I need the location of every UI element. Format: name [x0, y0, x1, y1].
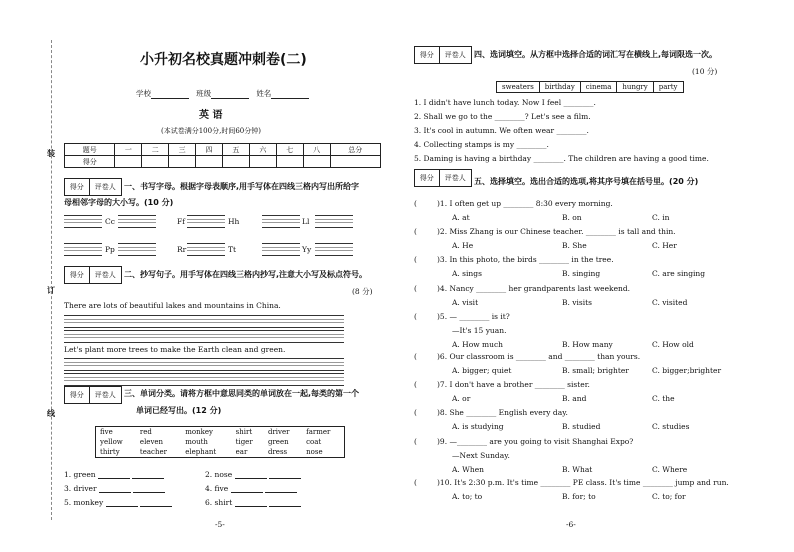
q2-sentence-2: Let's plant more trees to make the Earth clean and green. [64, 345, 286, 354]
option-a[interactable]: A. to; to [452, 492, 483, 501]
q5-stem: )8. She ________ English every day. [437, 408, 568, 417]
word: tiger [235, 438, 253, 446]
class-field[interactable] [211, 98, 249, 99]
option-a[interactable]: A. How much [452, 340, 504, 349]
answer-blank[interactable] [132, 478, 164, 479]
option-c[interactable]: C. visited [652, 298, 688, 307]
option-c[interactable]: C. bigger;brighter [652, 366, 722, 375]
option-c[interactable]: C. to; for [652, 492, 686, 501]
option-c[interactable]: C. Where [652, 465, 688, 474]
option-c[interactable]: C. How old [652, 340, 694, 349]
answer-blank[interactable] [99, 492, 131, 493]
answer-blank[interactable] [231, 492, 263, 493]
answer-paren[interactable]: ( [414, 478, 417, 487]
word-row [96, 447, 345, 458]
subject-title: 英 语 [199, 110, 223, 121]
option-b[interactable]: B. singing [562, 269, 601, 278]
score-label: 得分 [415, 47, 440, 63]
answer-paren[interactable]: ( [414, 284, 417, 293]
grade-cell[interactable] [330, 156, 380, 168]
word: red [139, 428, 152, 436]
q4-item: 4. Collecting stamps is my ________. [414, 140, 549, 149]
word: green [267, 438, 289, 446]
page-title: 小升初名校真题冲刺卷(二) [140, 52, 307, 68]
grade-cell[interactable] [169, 156, 196, 168]
answer-paren[interactable]: ( [414, 312, 417, 321]
letter-prompt: Pp [105, 245, 115, 254]
grade-header: 一 [115, 144, 142, 156]
writing-line[interactable] [64, 215, 102, 228]
grade-header: 二 [142, 144, 169, 156]
category-answer [205, 484, 297, 493]
option-a[interactable]: A. When [452, 465, 484, 474]
binding-mark-2: 订 [47, 286, 55, 295]
word: dress [267, 448, 288, 456]
category-label: 1. green [64, 470, 96, 479]
option-b[interactable]: B. visits [562, 298, 593, 307]
word: monkey [185, 428, 213, 436]
option-c[interactable]: C. Her [652, 241, 677, 250]
grade-header: 三 [169, 144, 196, 156]
writing-line[interactable] [262, 215, 300, 228]
q5-stem: )5. — ________ is it? [437, 312, 510, 321]
score-box-q5 [414, 169, 472, 187]
word-row [96, 427, 345, 438]
option-b[interactable]: B. How many [562, 340, 613, 349]
school-field[interactable] [151, 98, 189, 99]
grade-table [64, 143, 381, 168]
grade-header: 总分 [330, 144, 380, 156]
grade-header: 四 [196, 144, 223, 156]
option-a[interactable]: A. or [452, 394, 471, 403]
q5-stem-extra: —It's 15 yuan. [452, 326, 507, 335]
answer-blank[interactable] [106, 506, 138, 507]
answer-paren[interactable]: ( [414, 380, 417, 389]
score-box-q4 [414, 46, 472, 64]
letter-prompt: Rr [177, 245, 187, 254]
word: mouth [185, 438, 208, 446]
option-c[interactable]: C. studies [652, 422, 690, 431]
q4-item: 1. I didn't have lunch today. Now I feel ________. [414, 98, 596, 107]
class-label: 班级 [196, 89, 212, 98]
q4-item: 3. It's cool in autumn. We often wear ________. [414, 126, 589, 135]
grade-header-row [65, 144, 381, 156]
bank-word: sweaters [497, 82, 540, 92]
info-line [136, 88, 309, 99]
writing-line[interactable] [187, 215, 225, 228]
option-b[interactable]: B. She [562, 241, 587, 250]
binding-line [51, 40, 52, 520]
q5-stem: )7. I don't have a brother ________ sister. [437, 380, 590, 389]
writing-line[interactable] [64, 243, 102, 256]
grade-cell[interactable] [115, 156, 142, 168]
category-label: 6. shirt [205, 498, 233, 507]
answer-paren[interactable]: ( [414, 437, 417, 446]
option-b[interactable]: B. on [562, 213, 582, 222]
score-box-q3 [64, 386, 122, 404]
grade-cell[interactable] [222, 156, 249, 168]
q5-stem: )2. Miss Zhang is our Chinese teacher. ________ is tall and thin. [437, 227, 676, 236]
word-bank [496, 81, 684, 93]
bank-word: hungry [617, 82, 653, 92]
letter-prompt: Cc [105, 217, 115, 226]
grade-header: 六 [249, 144, 276, 156]
q5-stem: )4. Nancy ________ her grandparents last weekend. [437, 284, 631, 293]
word: eleven [139, 438, 164, 446]
q4-points: (10 分) [692, 67, 718, 76]
writing-line[interactable] [262, 243, 300, 256]
option-a[interactable]: A. sings [452, 269, 482, 278]
q5-stem: )10. It's 2:30 p.m. It's time ________ PE class. It's time ________ jump and run. [437, 478, 729, 487]
grader-label: 评卷人 [94, 183, 116, 191]
grader-label: 评卷人 [94, 391, 116, 399]
bank-word: cinema [581, 82, 618, 92]
word-row [96, 437, 345, 447]
grade-cell[interactable] [142, 156, 169, 168]
word: coat [306, 438, 322, 446]
letter-prompt: Yy [302, 245, 312, 254]
word: yellow [100, 438, 123, 446]
grade-score-row [65, 156, 381, 168]
word: thirty [100, 448, 120, 456]
q4-title: 四、选词填空。从方框中选择合适的词汇写在横线上,每词限选一次。 [474, 50, 718, 59]
page-number-right: -6- [566, 520, 576, 529]
answer-paren[interactable]: ( [414, 352, 417, 361]
option-b[interactable]: B. for; to [562, 492, 596, 501]
binding-mark-1: 装 [47, 149, 55, 158]
option-a[interactable]: A. visit [452, 298, 479, 307]
bank-word: party [658, 83, 678, 91]
category-answer [205, 498, 301, 507]
answer-blank[interactable] [269, 478, 301, 479]
answer-paren[interactable]: ( [414, 227, 417, 236]
grade-cell[interactable] [249, 156, 276, 168]
answer-paren[interactable]: ( [414, 199, 417, 208]
option-b[interactable]: B. and [562, 394, 587, 403]
bank-word: birthday [540, 82, 581, 92]
word: nose [306, 448, 323, 456]
grade-row-label: 得分 [65, 156, 115, 168]
score-box-q2 [64, 266, 122, 284]
q5-stem: )1. I often get up ________ 8:30 every morning. [437, 199, 613, 208]
q3-title-cont: 单词已经写出。(12 分) [136, 406, 222, 415]
copy-line[interactable] [64, 330, 344, 343]
q5-stem: )3. In this photo, the birds ________ in the tree. [437, 255, 614, 264]
option-b[interactable]: B. small; brighter [562, 366, 629, 375]
answer-blank[interactable] [269, 506, 301, 507]
category-answer [64, 484, 165, 493]
score-label: 得分 [65, 179, 90, 195]
grade-header: 题号 [65, 144, 115, 156]
q5-title: 五、选择填空。选出合适的选项,将其序号填在括号里。(20 分) [474, 177, 699, 186]
letter-prompt: Ff [177, 217, 185, 226]
category-answer [64, 470, 164, 479]
q5-stem: )6. Our classroom is ________ and ________ than yours. [437, 352, 641, 361]
writing-line[interactable] [315, 243, 353, 256]
grader-label: 评卷人 [444, 174, 466, 182]
q2-sentence-1: There are lots of beautiful lakes and mountains in China. [64, 301, 281, 310]
q2-title: 二、抄写句子。用手写体在四线三格内抄写,注意大小写及标点符号。 [124, 270, 368, 279]
answer-blank[interactable] [265, 492, 297, 493]
copy-line[interactable] [64, 373, 344, 386]
letter-prompt: Hh [228, 217, 240, 226]
grade-cell[interactable] [196, 156, 223, 168]
q3-title: 三、单词分类。请将方框中意思同类的单词放在一起,每类的第一个 [124, 389, 360, 398]
option-a[interactable]: A. is studying [452, 422, 504, 431]
category-label: 5. monkey [64, 498, 104, 507]
score-label: 得分 [415, 170, 440, 186]
option-a[interactable]: A. He [452, 241, 474, 250]
word-box [95, 426, 345, 458]
writing-line[interactable] [118, 215, 156, 228]
exam-note: (本试卷满分100分,时间60分钟) [161, 127, 261, 135]
word: elephant [185, 448, 217, 456]
grade-cell[interactable] [276, 156, 303, 168]
writing-line[interactable] [315, 215, 353, 228]
page-number-left: -5- [215, 520, 225, 529]
option-a[interactable]: A. bigger; quiet [452, 366, 512, 375]
score-label: 得分 [65, 267, 90, 283]
answer-blank[interactable] [235, 478, 267, 479]
answer-blank[interactable] [133, 492, 165, 493]
option-c[interactable]: C. in [652, 213, 670, 222]
copy-line[interactable] [64, 315, 344, 328]
binding-mark-3: 线 [47, 409, 55, 418]
word: five [100, 428, 113, 436]
category-answer [205, 470, 301, 479]
q2-points: (8 分) [352, 287, 373, 296]
writing-line[interactable] [118, 243, 156, 256]
word: teacher [139, 448, 167, 456]
score-box-q1 [64, 178, 122, 196]
category-answer [64, 498, 172, 507]
option-c[interactable]: C. the [652, 394, 675, 403]
school-label: 学校 [136, 89, 151, 98]
word: driver [267, 428, 290, 436]
grade-header: 七 [276, 144, 303, 156]
word: ear [235, 448, 248, 456]
letter-prompt: Tt [228, 245, 237, 254]
answer-blank[interactable] [235, 506, 267, 507]
answer-paren[interactable]: ( [414, 408, 417, 417]
category-label: 4. five [205, 484, 229, 493]
grade-cell[interactable] [303, 156, 330, 168]
option-b[interactable]: B. studied [562, 422, 601, 431]
option-a[interactable]: A. at [452, 213, 470, 222]
option-b[interactable]: B. What [562, 465, 593, 474]
q4-item: 5. Daming is having a birthday ________. The children are having a good time. [414, 154, 709, 163]
option-c[interactable]: C. are singing [652, 269, 706, 278]
writing-line[interactable] [187, 243, 225, 256]
name-field[interactable] [271, 98, 309, 99]
q4-item: 2. Shall we go to the ________? Let's see a film. [414, 112, 591, 121]
q1-title-cont: 母相邻字母的大小写。(10 分) [64, 198, 174, 207]
score-label: 得分 [65, 387, 90, 403]
category-label: 3. driver [64, 484, 97, 493]
letter-prompt: Ll [302, 217, 310, 226]
q5-stem: )9. —________ are you going to visit Shanghai Expo? [437, 437, 634, 446]
grader-label: 评卷人 [444, 51, 466, 59]
answer-blank[interactable] [140, 506, 172, 507]
grade-header: 五 [222, 144, 249, 156]
copy-line[interactable] [64, 358, 344, 371]
category-label: 2. nose [205, 470, 233, 479]
answer-blank[interactable] [98, 478, 130, 479]
grader-label: 评卷人 [94, 271, 116, 279]
word: shirt [235, 428, 253, 436]
q1-title: 一、书写字母。根据字母表顺序,用手写体在四线三格内写出所给字 [124, 182, 360, 191]
q5-stem-extra: —Next Sunday. [452, 451, 510, 460]
grade-header: 八 [303, 144, 330, 156]
name-label: 姓名 [256, 89, 272, 98]
word: farmer [306, 428, 331, 436]
answer-paren[interactable]: ( [414, 255, 417, 264]
